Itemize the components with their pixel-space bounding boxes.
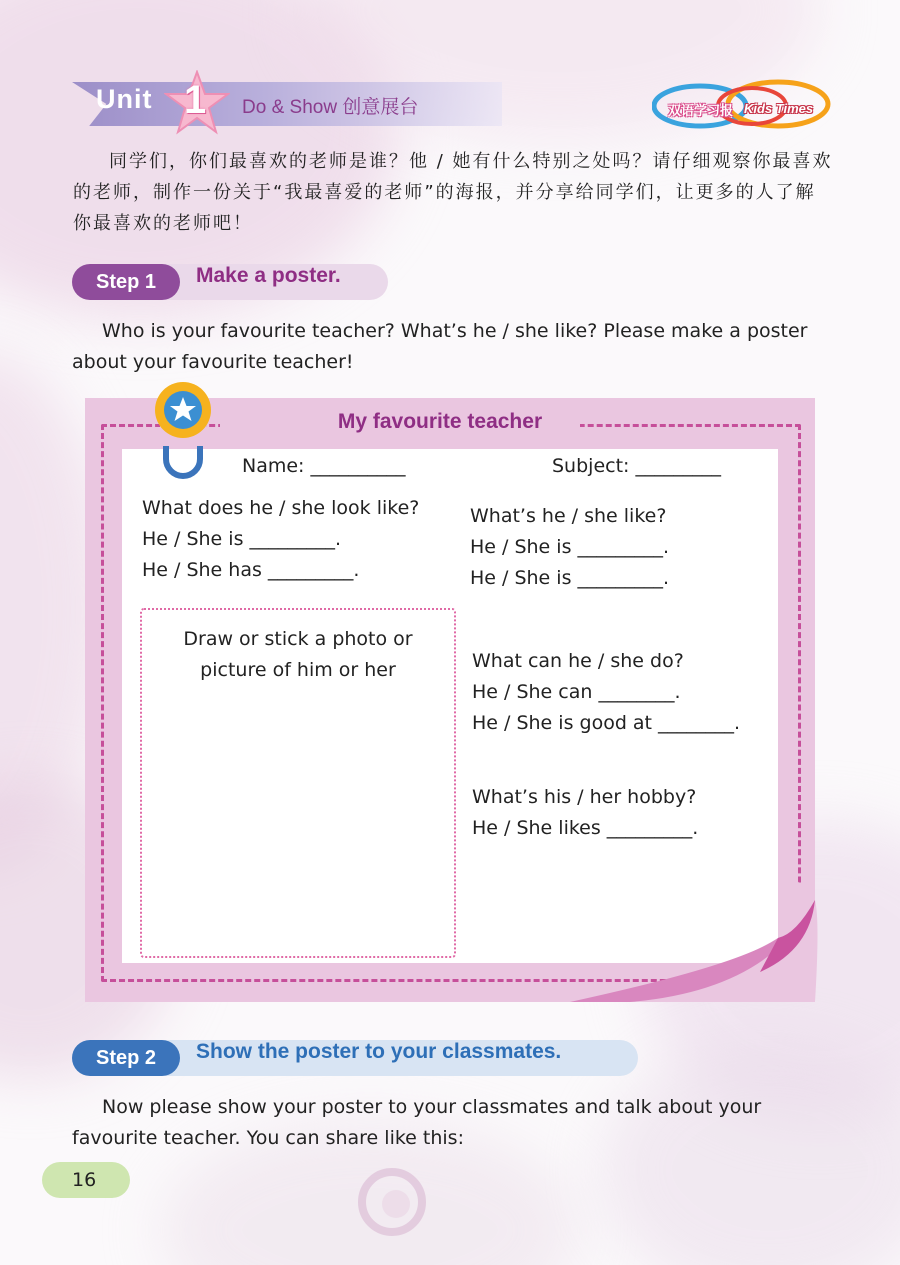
look-answer-1[interactable]: He / She is _________. [142, 528, 342, 550]
intro-paragraph: 同学们，你们最喜欢的老师是谁？他 / 她有什么特别之处吗？请仔细观察你最喜欢的老师，制作一份关于“我最喜爱的老师”的海报，并分享给同学们，让更多的人了解你最喜欢的老师吧！ [73, 151, 833, 234]
pushpin-icon [150, 380, 216, 480]
photo-prompt: Draw or stick a photo or picture of him or her [183, 628, 413, 681]
can-answer-2[interactable]: He / She is good at ________. [472, 712, 741, 734]
like-answer-1[interactable]: He / She is _________. [470, 536, 670, 558]
page-number: 16 [42, 1162, 130, 1198]
can-question: What can he / she do? [472, 650, 684, 672]
step1-tag: Step 1 [72, 264, 180, 300]
logo-english-text: Kids Times [744, 101, 814, 116]
step2-header [72, 1040, 638, 1076]
like-question: What’s he / she like? [470, 505, 667, 527]
like-answer-2[interactable]: He / She is _________. [470, 567, 670, 589]
look-question: What does he / she look like? [142, 497, 420, 519]
step2-paragraph: Now please show your poster to your classmates and talk about your favourite teacher. You can share like this: [72, 1096, 762, 1149]
poster-title: My favourite teacher [337, 410, 543, 433]
can-answer-1[interactable]: He / She can ________. [472, 681, 681, 703]
step1-title: Make a poster. [196, 264, 341, 287]
hobby-question: What’s his / her hobby? [472, 786, 697, 808]
name-field[interactable]: Name: __________ [242, 455, 406, 477]
step1-header [72, 264, 388, 300]
subject-field[interactable]: Subject: _________ [552, 455, 721, 477]
logo-chinese-text: 双语学习报 [668, 104, 734, 119]
watercolor-ring-icon [352, 1162, 432, 1242]
unit-number: 1 [184, 78, 207, 122]
page-curl-icon [560, 860, 820, 1002]
step1-paragraph: Who is your favourite teacher? What’s he / she like? Please make a poster about your favourite teacher! [72, 320, 808, 373]
look-answer-2[interactable]: He / She has _________. [142, 559, 360, 581]
step2-title: Show the poster to your classmates. [196, 1040, 562, 1063]
unit-label: Unit [96, 84, 153, 114]
hobby-answer[interactable]: He / She likes _________. [472, 817, 699, 839]
step2-tag: Step 2 [72, 1040, 180, 1076]
unit-subtitle: Do & Show 创意展台 [242, 97, 419, 118]
